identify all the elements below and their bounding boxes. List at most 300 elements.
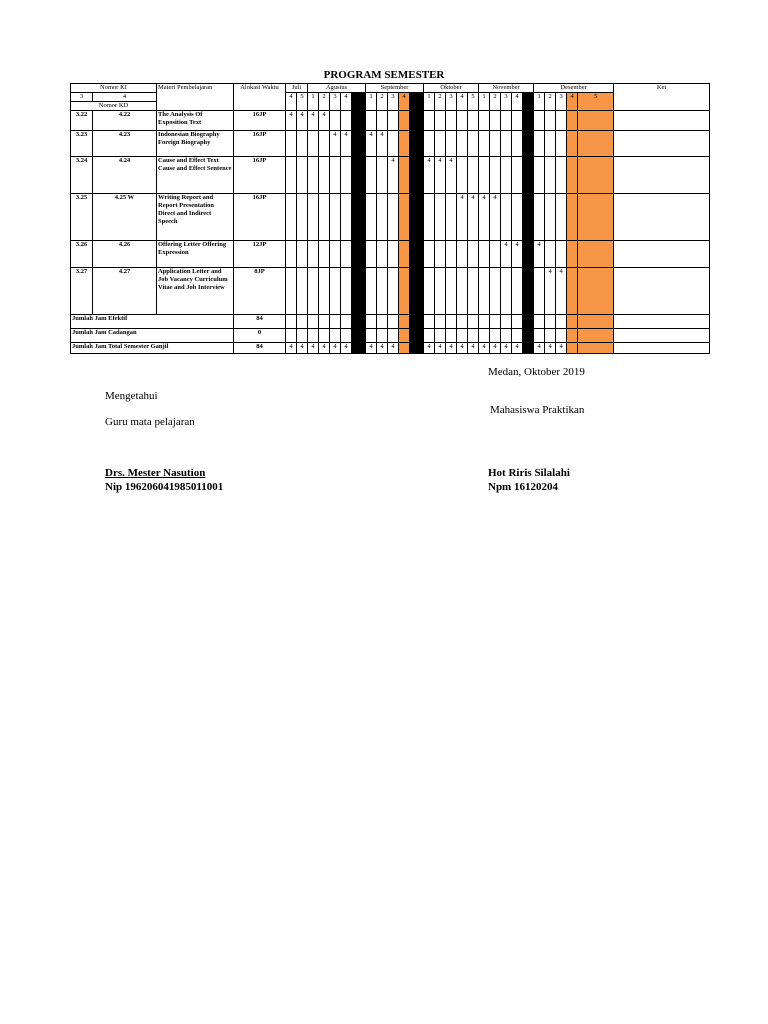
week-cell <box>512 157 523 194</box>
week-cell <box>468 315 479 329</box>
week-cell <box>457 268 468 315</box>
week-cell <box>457 111 468 131</box>
week-cell <box>319 315 330 329</box>
week-header: 1 <box>308 93 319 111</box>
week-cell <box>352 241 366 268</box>
week-header: 4 <box>286 93 297 111</box>
week-header: 5 <box>468 93 479 111</box>
week-cell: 4 <box>297 111 308 131</box>
week-cell <box>297 315 308 329</box>
week-cell: 4 <box>366 131 377 157</box>
week-cell <box>556 194 567 241</box>
week-cell <box>501 268 512 315</box>
week-cell <box>567 194 578 241</box>
week-cell <box>410 111 424 131</box>
week-header: 1 <box>534 93 545 111</box>
program-table <box>70 83 710 354</box>
week-cell <box>523 194 534 241</box>
summary-row <box>71 329 710 343</box>
week-cell <box>578 268 614 315</box>
ket-cell <box>614 343 710 354</box>
week-cell <box>479 131 490 157</box>
summary-value: 84 <box>234 315 286 329</box>
week-cell <box>319 268 330 315</box>
week-cell <box>399 111 410 131</box>
summary-row <box>71 343 710 354</box>
week-cell <box>435 315 446 329</box>
week-cell <box>377 315 388 329</box>
ket-header: Ket <box>614 84 710 111</box>
week-cell <box>410 343 424 354</box>
week-cell <box>366 315 377 329</box>
week-header: 4 <box>457 93 468 111</box>
week-cell <box>435 241 446 268</box>
week-cell <box>377 157 388 194</box>
week-cell <box>341 315 352 329</box>
week-header: 4 <box>399 93 410 111</box>
week-header: 5 <box>297 93 308 111</box>
week-cell: 4 <box>388 157 399 194</box>
week-cell <box>377 268 388 315</box>
week-cell <box>490 111 501 131</box>
teacher-name: Drs. Mester Nasution <box>105 467 206 479</box>
week-cell <box>468 157 479 194</box>
week-cell <box>424 268 435 315</box>
week-cell <box>534 329 545 343</box>
week-cell <box>308 131 319 157</box>
week-cell <box>523 343 534 354</box>
week-cell <box>512 268 523 315</box>
week-cell <box>479 268 490 315</box>
week-cell <box>578 111 614 131</box>
week-cell <box>446 194 457 241</box>
week-cell: 4 <box>286 111 297 131</box>
week-cell: 4 <box>490 194 501 241</box>
week-cell: 4 <box>341 343 352 354</box>
week-header: 3 <box>446 93 457 111</box>
week-cell: 4 <box>388 343 399 354</box>
week-cell <box>330 194 341 241</box>
week-cell: 4 <box>424 343 435 354</box>
week-cell <box>512 194 523 241</box>
week-cell <box>377 194 388 241</box>
week-cell <box>410 131 424 157</box>
week-cell <box>435 111 446 131</box>
week-cell <box>578 343 614 354</box>
week-cell <box>319 157 330 194</box>
week-header: 2 <box>545 93 556 111</box>
week-cell <box>523 329 534 343</box>
week-cell <box>446 131 457 157</box>
week-cell <box>319 329 330 343</box>
week-cell <box>468 111 479 131</box>
week-cell <box>399 194 410 241</box>
week-cell <box>366 194 377 241</box>
week-cell: 4 <box>534 241 545 268</box>
week-cell: 4 <box>490 343 501 354</box>
week-cell <box>468 268 479 315</box>
week-cell: 4 <box>512 241 523 268</box>
week-header: 4 <box>567 93 578 111</box>
week-cell: 4 <box>341 131 352 157</box>
week-cell <box>330 111 341 131</box>
week-header: 3 <box>388 93 399 111</box>
week-cell <box>490 268 501 315</box>
week-cell <box>319 194 330 241</box>
week-header: 1 <box>479 93 490 111</box>
week-cell <box>424 315 435 329</box>
week-cell <box>567 268 578 315</box>
alokasi-cell: 12JP <box>234 241 286 268</box>
week-cell <box>308 194 319 241</box>
week-cell: 4 <box>545 268 556 315</box>
teacher-role: Guru mata pelajaran <box>105 416 195 428</box>
week-cell: 4 <box>297 343 308 354</box>
week-cell: 4 <box>446 157 457 194</box>
week-cell <box>490 241 501 268</box>
week-cell <box>578 194 614 241</box>
ket-cell <box>614 268 710 315</box>
week-cell <box>377 111 388 131</box>
week-cell <box>341 268 352 315</box>
week-cell <box>578 131 614 157</box>
week-header: 4 <box>512 93 523 111</box>
kd4-cell: 4.23 <box>93 131 157 157</box>
summary-value: 84 <box>234 343 286 354</box>
week-cell: 4 <box>457 343 468 354</box>
week-cell <box>286 241 297 268</box>
week-cell <box>410 194 424 241</box>
week-cell <box>341 111 352 131</box>
week-cell: 4 <box>479 194 490 241</box>
week-cell <box>479 157 490 194</box>
week-cell <box>352 194 366 241</box>
table-row <box>71 241 710 268</box>
week-cell <box>446 111 457 131</box>
week-cell <box>330 315 341 329</box>
week-cell <box>556 157 567 194</box>
week-cell <box>435 268 446 315</box>
week-cell <box>286 329 297 343</box>
week-cell <box>457 329 468 343</box>
week-cell <box>424 131 435 157</box>
materi-header: Materi Pembelajaran <box>157 84 234 111</box>
ki4-header: 4 <box>93 93 157 102</box>
week-cell <box>330 157 341 194</box>
week-header: 4 <box>341 93 352 111</box>
week-cell <box>545 315 556 329</box>
week-cell <box>410 329 424 343</box>
week-cell <box>545 194 556 241</box>
week-cell <box>457 241 468 268</box>
week-cell <box>512 131 523 157</box>
week-header <box>410 93 424 111</box>
week-cell: 4 <box>308 111 319 131</box>
week-cell: 4 <box>330 343 341 354</box>
week-cell: 4 <box>319 111 330 131</box>
week-cell <box>319 241 330 268</box>
ket-cell <box>614 131 710 157</box>
week-cell <box>457 157 468 194</box>
week-cell <box>352 315 366 329</box>
week-cell <box>435 194 446 241</box>
week-cell <box>523 131 534 157</box>
materi-cell: Indonesian Biography Foreign Biography <box>157 131 234 157</box>
table-row <box>71 268 710 315</box>
week-header: 1 <box>366 93 377 111</box>
month-header: Oktober <box>424 84 479 93</box>
week-cell <box>352 329 366 343</box>
week-cell: 4 <box>468 194 479 241</box>
week-cell <box>490 315 501 329</box>
week-cell <box>410 268 424 315</box>
week-cell <box>446 315 457 329</box>
materi-cell: Offering Letter Offering Expression <box>157 241 234 268</box>
alokasi-cell: 16JP <box>234 157 286 194</box>
week-cell <box>468 329 479 343</box>
week-cell <box>534 194 545 241</box>
week-cell <box>399 315 410 329</box>
week-cell <box>399 241 410 268</box>
week-cell: 4 <box>501 241 512 268</box>
student-npm: Npm 16120204 <box>488 481 558 493</box>
kd3-cell: 3.24 <box>71 157 93 194</box>
week-cell <box>286 157 297 194</box>
alokasi-header: Alokasi Waktu <box>234 84 286 111</box>
week-cell <box>446 241 457 268</box>
week-cell <box>512 111 523 131</box>
table-row <box>71 157 710 194</box>
week-cell: 4 <box>286 343 297 354</box>
student-role: Mahasiswa Praktikan <box>490 404 585 416</box>
week-cell <box>468 131 479 157</box>
week-cell <box>352 157 366 194</box>
month-header: Desember <box>534 84 614 93</box>
week-header: 3 <box>501 93 512 111</box>
week-cell <box>286 315 297 329</box>
materi-cell: The Analysis Of Exposition Text <box>157 111 234 131</box>
week-cell <box>567 329 578 343</box>
week-cell <box>545 241 556 268</box>
kd4-cell: 4.26 <box>93 241 157 268</box>
ket-cell <box>614 157 710 194</box>
week-cell <box>545 157 556 194</box>
week-cell <box>399 268 410 315</box>
week-cell <box>286 194 297 241</box>
week-cell <box>366 329 377 343</box>
kd4-cell: 4.24 <box>93 157 157 194</box>
week-cell <box>567 343 578 354</box>
kd4-cell: 4.25 W <box>93 194 157 241</box>
week-cell <box>501 111 512 131</box>
week-cell <box>366 111 377 131</box>
week-cell <box>308 268 319 315</box>
week-cell: 4 <box>366 343 377 354</box>
week-cell <box>352 111 366 131</box>
week-cell <box>578 241 614 268</box>
week-cell <box>330 329 341 343</box>
week-cell <box>578 329 614 343</box>
kd3-cell: 3.23 <box>71 131 93 157</box>
week-cell: 4 <box>468 343 479 354</box>
week-cell <box>297 329 308 343</box>
week-cell <box>319 131 330 157</box>
week-cell <box>567 241 578 268</box>
week-cell <box>501 157 512 194</box>
week-cell <box>297 157 308 194</box>
week-cell <box>410 157 424 194</box>
ki3-header: 3 <box>71 93 93 102</box>
student-name: Hot Riris Silalahi <box>488 467 570 479</box>
week-header: 3 <box>556 93 567 111</box>
week-cell <box>297 131 308 157</box>
week-cell <box>534 157 545 194</box>
kd4-cell: 4.27 <box>93 268 157 315</box>
ket-cell <box>614 111 710 131</box>
week-cell <box>435 131 446 157</box>
week-cell <box>297 268 308 315</box>
week-cell <box>424 111 435 131</box>
week-cell <box>377 241 388 268</box>
week-cell <box>286 268 297 315</box>
alokasi-cell: 16JP <box>234 131 286 157</box>
week-cell: 4 <box>424 157 435 194</box>
week-cell <box>578 157 614 194</box>
week-cell <box>366 241 377 268</box>
week-cell <box>501 329 512 343</box>
week-cell: 4 <box>457 194 468 241</box>
summary-value: 0 <box>234 329 286 343</box>
week-cell: 4 <box>479 343 490 354</box>
week-cell <box>424 329 435 343</box>
month-header: Juli <box>286 84 308 93</box>
week-cell <box>366 157 377 194</box>
week-header: 2 <box>435 93 446 111</box>
week-cell <box>479 241 490 268</box>
alokasi-cell: 8JP <box>234 268 286 315</box>
week-cell <box>308 329 319 343</box>
week-header <box>523 93 534 111</box>
week-cell <box>556 315 567 329</box>
table-row <box>71 131 710 157</box>
week-cell <box>341 329 352 343</box>
week-cell <box>490 157 501 194</box>
week-cell <box>523 268 534 315</box>
month-header: September <box>366 84 424 93</box>
week-cell <box>534 131 545 157</box>
week-cell: 4 <box>534 343 545 354</box>
materi-cell: Application Letter and Job Vacancy Curriculum Vitae and Job Interview <box>157 268 234 315</box>
week-cell <box>534 315 545 329</box>
week-cell <box>457 131 468 157</box>
week-cell <box>424 241 435 268</box>
week-cell: 4 <box>556 268 567 315</box>
place-date: Medan, Oktober 2019 <box>488 366 585 378</box>
week-cell <box>545 329 556 343</box>
week-cell <box>523 157 534 194</box>
week-cell <box>352 343 366 354</box>
week-cell <box>523 241 534 268</box>
week-cell <box>567 131 578 157</box>
week-cell <box>446 268 457 315</box>
week-cell <box>308 315 319 329</box>
table-row <box>71 194 710 241</box>
week-cell <box>567 111 578 131</box>
kd3-cell: 3.26 <box>71 241 93 268</box>
week-cell <box>410 241 424 268</box>
alokasi-cell: 16JP <box>234 194 286 241</box>
week-cell <box>388 111 399 131</box>
week-cell <box>388 268 399 315</box>
week-cell <box>388 241 399 268</box>
ket-cell <box>614 315 710 329</box>
month-header: Agustus <box>308 84 366 93</box>
week-cell <box>490 329 501 343</box>
week-cell <box>523 315 534 329</box>
summary-label: Jumlah Jam Total Semester Ganjil <box>71 343 234 354</box>
week-cell <box>352 268 366 315</box>
week-cell <box>457 315 468 329</box>
week-cell <box>297 241 308 268</box>
week-cell <box>501 131 512 157</box>
week-cell: 4 <box>556 343 567 354</box>
week-cell <box>501 194 512 241</box>
week-cell: 4 <box>512 343 523 354</box>
week-cell <box>556 111 567 131</box>
week-cell <box>388 329 399 343</box>
table-row <box>71 111 710 131</box>
week-cell <box>534 268 545 315</box>
nomor-kd-header: Nomor KD <box>71 102 157 111</box>
week-cell <box>286 131 297 157</box>
month-header: November <box>479 84 534 93</box>
alokasi-cell: 16JP <box>234 111 286 131</box>
week-cell <box>556 329 567 343</box>
week-header: 2 <box>490 93 501 111</box>
week-cell <box>330 268 341 315</box>
summary-row <box>71 315 710 329</box>
week-cell <box>388 315 399 329</box>
materi-cell: Writing Report and Report Presentation Direct and Indirect Speech <box>157 194 234 241</box>
week-cell: 4 <box>377 131 388 157</box>
acknowledge-label: Mengetahui <box>105 390 158 402</box>
week-cell: 4 <box>545 343 556 354</box>
kd3-cell: 3.22 <box>71 111 93 131</box>
week-cell: 4 <box>435 343 446 354</box>
week-cell <box>399 343 410 354</box>
week-cell <box>341 194 352 241</box>
week-cell <box>578 315 614 329</box>
week-header: 3 <box>330 93 341 111</box>
week-cell <box>341 157 352 194</box>
summary-label: Jumlah Jam Efektif <box>71 315 234 329</box>
week-header: 2 <box>319 93 330 111</box>
summary-label: Jumlah Jam Cadangan <box>71 329 234 343</box>
week-cell <box>512 315 523 329</box>
week-cell <box>366 268 377 315</box>
week-cell <box>330 241 341 268</box>
week-header: 2 <box>377 93 388 111</box>
ket-cell <box>614 329 710 343</box>
teacher-nip: Nip 196206041985011001 <box>105 481 224 493</box>
week-cell: 4 <box>319 343 330 354</box>
kd4-cell: 4.22 <box>93 111 157 131</box>
week-cell <box>297 194 308 241</box>
week-cell <box>479 111 490 131</box>
week-cell <box>490 131 501 157</box>
ket-cell <box>614 194 710 241</box>
week-cell <box>399 329 410 343</box>
